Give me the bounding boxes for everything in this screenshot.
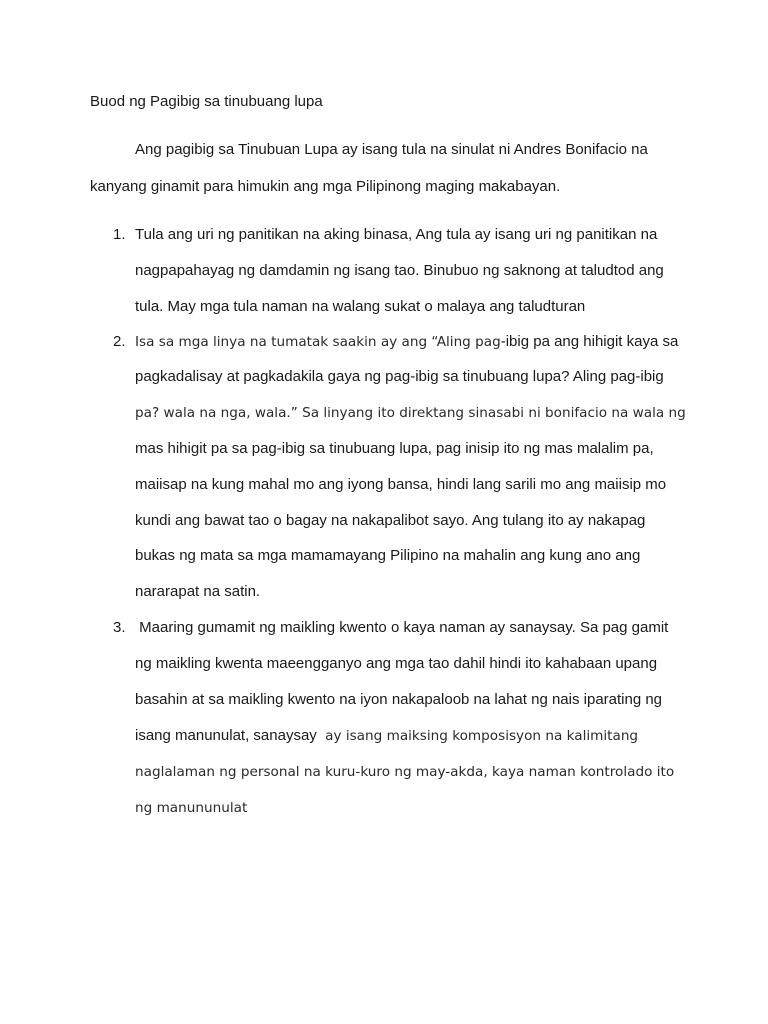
item-3-line-1: Maaring gumamit ng maikling kwento o kaya naman ay sanaysay. Sa pag gamit (135, 619, 669, 636)
list-number-1: 1. (113, 226, 126, 243)
item-2-line-2: pagkadalisay at pagkadakila gaya ng pag-ibig sa tinubuang lupa? Aling pag-ibig (135, 368, 664, 385)
list-number-3: 3. (113, 619, 126, 636)
item-2-line-8: nararapat na satin. (135, 583, 261, 600)
item-3-line-4-part-a: isang manunulat, sanaysay (135, 727, 326, 744)
item-3-line-6: ng manununulat (135, 800, 248, 816)
intro-line-2: kanyang ginamit para himukin ang mga Pilipinong maging makabayan. (90, 178, 561, 195)
list-number-2: 2. (113, 333, 126, 350)
item-2-line-1-part-b: -ibig pa ang hihigit kaya sa (500, 333, 679, 350)
document-title: Buod ng Pagibig sa tinubuang lupa (90, 93, 323, 110)
item-1-line-1: Tula ang uri ng panitikan na aking binasa, Ang tula ay isang uri ng panitikan na (135, 226, 658, 243)
item-1-line-2: nagpapahayag ng damdamin ng isang tao. Binubuo ng saknong at taludtod ang (135, 262, 664, 279)
item-1-line-3: tula. May mga tula naman na walang sukat o malaya ang taludturan (135, 298, 586, 315)
item-3-line-3: basahin at sa maikling kwento na iyon nakapaloob na lahat ng nais iparating ng (135, 691, 663, 708)
item-3-line-4 (135, 727, 638, 745)
item-2-line-5: maiisap na kung mahal mo ang iyong bansa, hindi lang sarili mo ang maiisip mo (135, 476, 667, 493)
item-2-line-6: kundi ang bawat tao o bagay na nakapalibot sayo. Ang tulang ito ay nakapag (135, 512, 646, 529)
item-3-line-4-part-b: ay isang maiksing komposisyon na kalimitang (325, 728, 639, 744)
item-2-line-4: mas hihigit pa sa pag-ibig sa tinubuang lupa, pag inisip ito ng mas malalim pa, (135, 440, 654, 457)
item-2-line-3: pa? wala na nga, wala.” Sa linyang ito direktang sinasabi ni bonifacio na wala ng (135, 405, 686, 421)
item-3-line-5: naglalaman ng personal na kuru-kuro ng may-akda, kaya naman kontrolado ito (135, 764, 675, 780)
item-2-line-1-part-a: Isa sa mga linya na tumatak saakin ay ang “Aling pag (135, 334, 501, 350)
item-3-line-2: ng maikling kwenta maeengganyo ang mga tao dahil hindi ito kahabaan upang (135, 655, 658, 672)
item-2-line-7: bukas ng mata sa mga mamamayang Pilipino na mahalin ang kung ano ang (135, 547, 641, 564)
intro-line-1: Ang pagibig sa Tinubuan Lupa ay isang tula na sinulat ni Andres Bonifacio na (135, 141, 648, 158)
item-2-line-1 (135, 333, 678, 351)
